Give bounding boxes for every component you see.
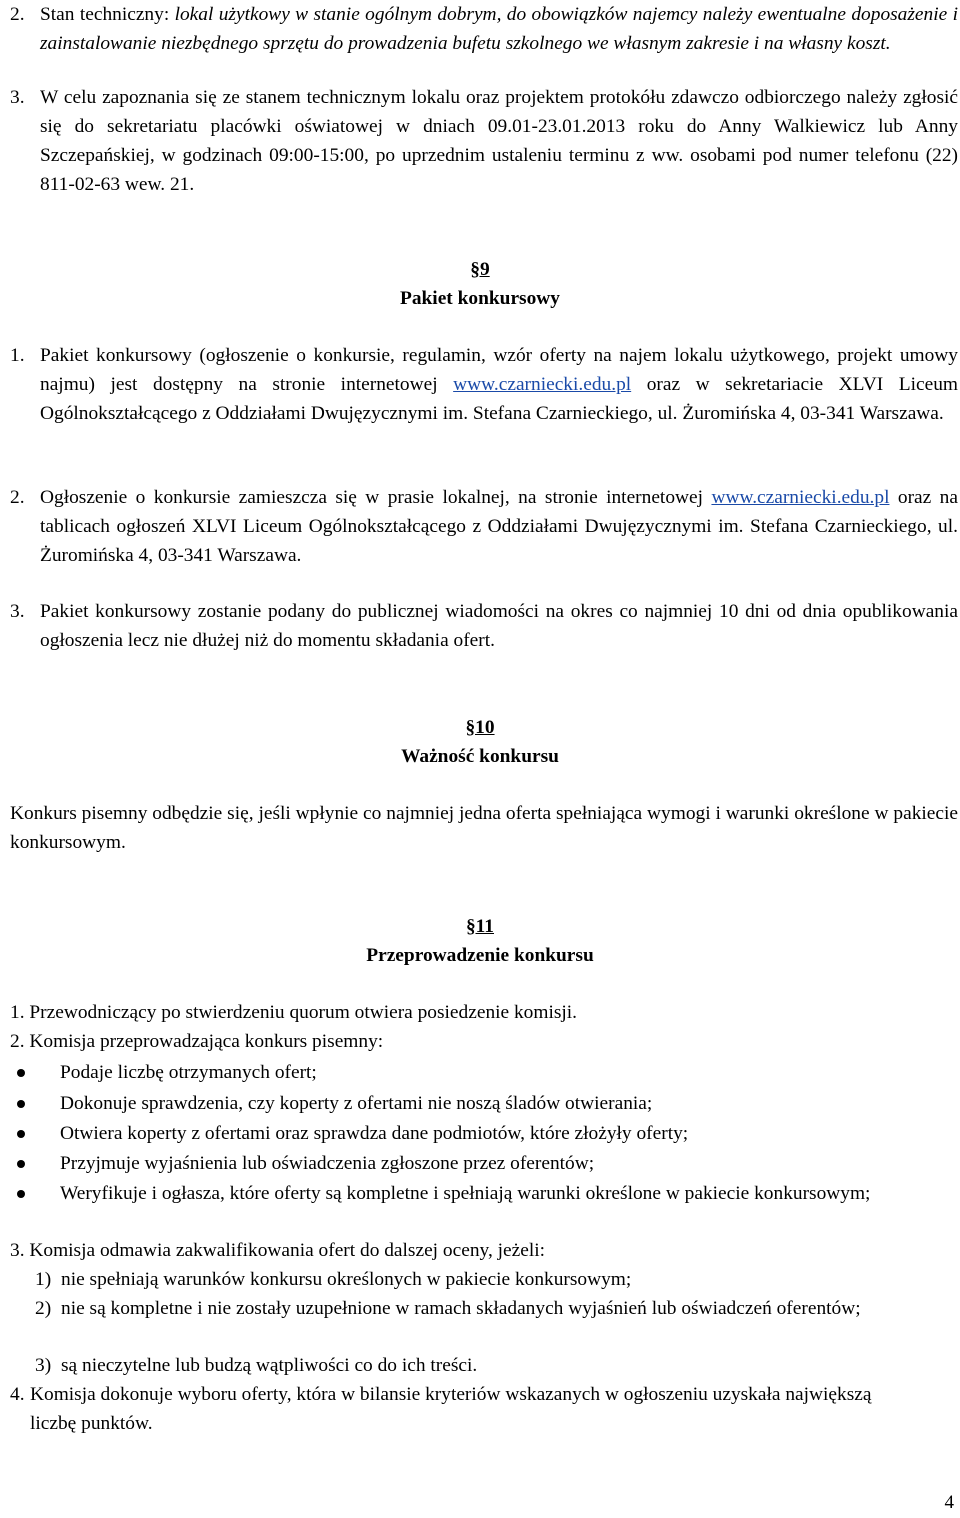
website-link[interactable]: www.czarniecki.edu.pl [711,487,890,508]
paragraph-item-2 [10,0,958,58]
item-text: Pakiet konkursowy zostanie podany do publicznej wiadomości na okres co najmniej 10 dni od dnia opublikowania ogłoszenia lecz nie dłużej niż do momentu składania ofert. [40,601,958,651]
item-text: Ogłoszenie o konkursie zamieszcza się w prasie lokalnej, na stronie internetowej www.czarniecki.edu.pl oraz na tablicach ogłoszeń XLVI Liceum Ogólnokształcącego z Oddziałami Dwujęzycznymi im. Stefana Czarnieckiego, ul. Żuromińska 4, 03-341 Warszawa. [40,487,958,566]
item-text: W celu zapoznania się ze stanem technicznym lokalu oraz projektem protokółu zdawczo odbiorczego należy zgłosić się do sekretariatu placówki oświatowej w dniach 09.01-23.01.2013 roku do Anny Walkiewicz lub Anny Szczepańskiej, w godzinach 09:00-15:00, po uprzednim ustaleniu terminu z ww. osobami pod numer telefonu (22) 811-02-63 wew. 21. [40,87,958,195]
section-10-mark: §10 [465,717,495,738]
website-link[interactable]: www.czarniecki.edu.pl [453,374,632,395]
item-text [40,0,958,58]
item-number: 3. [10,87,25,108]
section-9-paragraph-3 [10,597,958,655]
bullet-icon [10,1089,60,1118]
page-number: 4 [944,1492,954,1513]
section-11-paragraph-3: 3. Komisja odmawia zakwalifikowania ofert do dalszej oceny, jeżeli: [10,1240,546,1261]
list-item: Podaje liczbę otrzymanych ofert; [10,1058,958,1087]
sub-list-item: 3) są nieczytelne lub budzą wątpliwości co do ich treści. [35,1355,478,1376]
paragraph-item-3 [10,83,958,199]
item-lead: Stan techniczny: [40,4,170,25]
bullet-icon [10,1119,60,1148]
bullet-icon [10,1179,60,1208]
bullet-icon [10,1058,60,1087]
item-text: Pakiet konkursowy (ogłoszenie o konkursie, regulamin, wzór oferty na najem lokalu użytkowego, projekt umowy najmu) jest dostępny na stronie internetowej www.czarniecki.edu.pl oraz w sekretariacie XLVI Liceum Ogólnokształcącego z Oddziałami Dwujęzycznymi im. Stefana Czarnieckiego, ul. Żuromińska 4, 03-341 Warszawa. [40,345,958,424]
section-11-paragraph-4: 4. Komisja dokonuje wyboru oferty, która w bilansie kryteriów wskazanych w ogłoszeniu uzyskała największą liczbę punktów. [10,1384,872,1434]
section-10-text: Konkurs pisemny odbędzie się, jeśli wpłynie co najmniej jedna oferta spełniająca wymogi i warunki określone w pakiecie konkursowym. [10,803,958,853]
list-item: Otwiera koperty z ofertami oraz sprawdza dane podmiotów, które złożyły oferty; [10,1119,958,1148]
bullet-icon [10,1149,60,1178]
list-item: Weryfikuje i ogłasza, które oferty są kompletne i spełniają warunki określone w pakiecie konkursowym; [10,1179,958,1208]
item-italic-text: lokal użytkowy w stanie ogólnym dobrym, do obowiązków najemcy należy ewentualne doposażenie i zainstalowanie niezbędnego sprzętu do prowadzenia bufetu szkolnego we własnym zakresie i na własny koszt. [40,4,958,54]
section-9-title: Pakiet konkursowy [399,288,560,309]
section-9-paragraph-2 [10,483,958,570]
sub-list-item: 1) nie spełniają warunków konkursu określonych w pakiecie konkursowym; [35,1269,632,1290]
list-item: Przyjmuje wyjaśnienia lub oświadczenia zgłoszone przez oferentów; [10,1149,958,1178]
section-11-title: Przeprowadzenie konkursu [366,945,594,966]
section-9-mark: §9 [470,259,490,280]
item-number: 2. [10,4,25,25]
item-number: 2. [10,487,25,508]
section-11-paragraph-2: 2. Komisja przeprowadzająca konkurs pisemny: [10,1031,384,1052]
section-11-paragraph-1: 1. Przewodniczący po stwierdzeniu quorum otwiera posiedzenie komisji. [10,1002,578,1023]
section-10-title: Ważność konkursu [401,746,559,767]
item-number: 3. [10,601,25,622]
item-number: 1. [10,345,25,366]
section-9-paragraph-1 [10,341,958,428]
sub-list-item: 2) nie są kompletne i nie zostały uzupełnione w ramach składanych wyjaśnień lub oświadczeń oferentów; [35,1298,861,1319]
list-item: Dokonuje sprawdzenia, czy koperty z ofertami nie noszą śladów otwierania; [10,1089,958,1118]
section-11-mark: §11 [465,916,494,937]
